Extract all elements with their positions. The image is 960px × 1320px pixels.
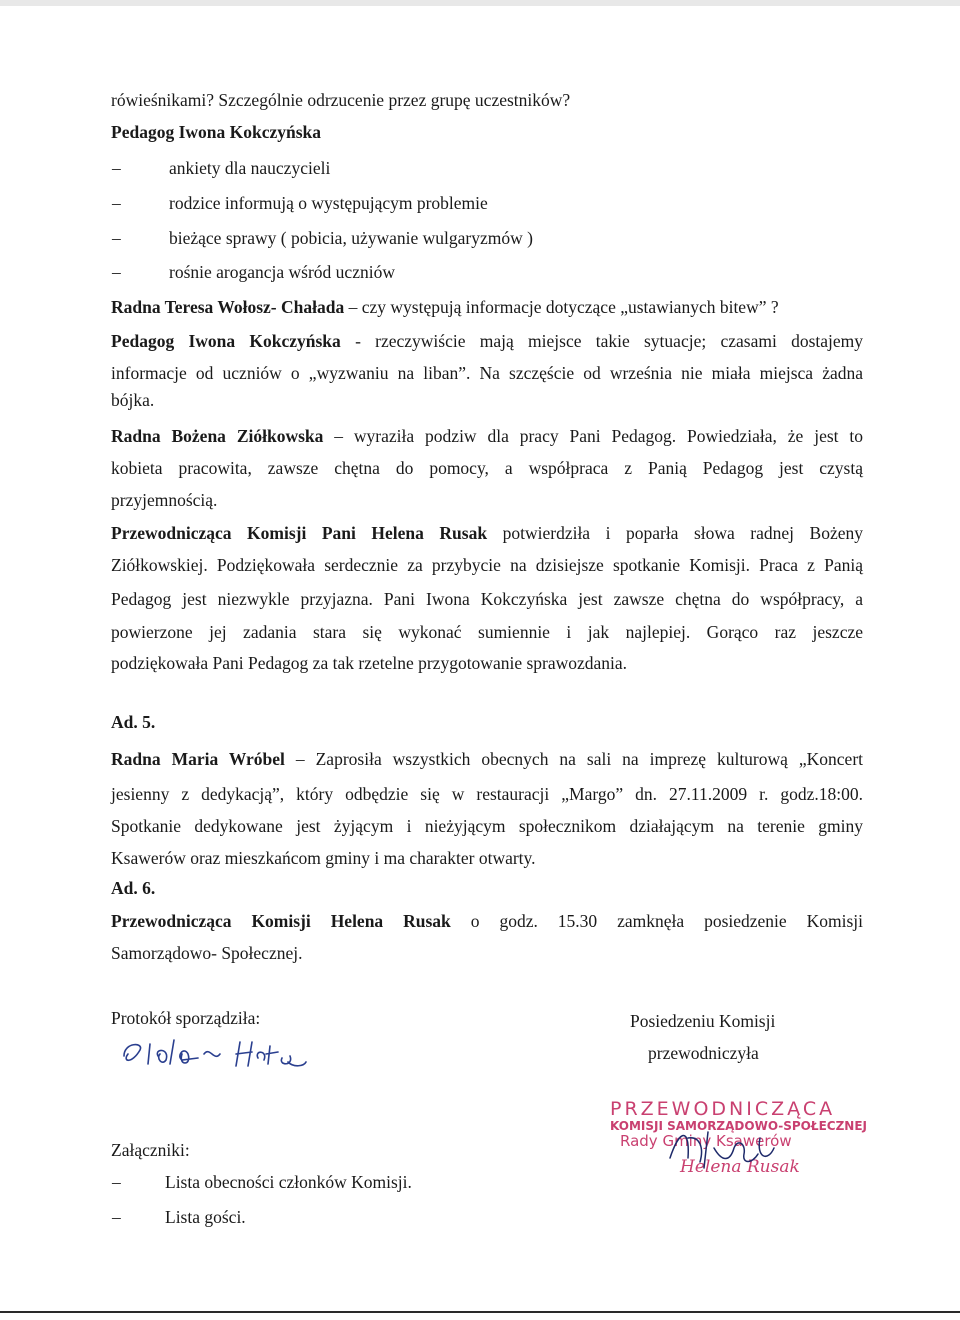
speaker-name: Radna Bożena Ziółkowska [111, 426, 324, 446]
chair-line: powierzone jej zadania stara się wykonać sumiennie i jak najlepiej. Gorąco raz jeszcze [111, 622, 863, 642]
chair-line [111, 525, 863, 543]
answer-line: bójka. [111, 390, 155, 410]
signature-scribble [118, 1036, 308, 1070]
statement-line [111, 428, 863, 446]
speaker-name: Przewodnicząca Komisji Helena Rusak [111, 911, 451, 931]
chair-signature [660, 1118, 780, 1178]
paragraph-text: – Zaprosiła wszystkich obecnych na sali na imprezę kulturową „Koncert [295, 749, 864, 769]
stamp-committee: KOMISJI SAMORZĄDOWO-SPOŁECZNEJ [610, 1119, 867, 1133]
stamp-council: Rady Gminy Ksawerów [620, 1132, 792, 1150]
answer-line: informacje od uczniów o „wyzwaniu na liban”. Na szczęście od września nie miała miejsca żadna [111, 363, 863, 383]
speaker-name: Radna Teresa Wołosz- Chałada [111, 297, 345, 317]
announcement-line: jesienny z dedykacją”, który odbędzie się w restauracji „Margo” dn. 27.11.2009 r. godz.18:00. [111, 784, 863, 804]
speaker-name: Pedagog Iwona Kokczyńska [111, 122, 322, 142]
scan-top-edge [0, 0, 960, 6]
section-heading: Ad. 6. [111, 878, 156, 898]
section-heading: Ad. 5. [111, 712, 156, 732]
chair-line: Ziółkowskiej. Podziękowała serdecznie za przybycie na dzisiejsze spotkanie Komisji. Praca z Panią [111, 555, 863, 575]
chair-label: przewodniczyła [648, 1043, 759, 1063]
bullet-dash: – [112, 1207, 121, 1227]
handwritten-signature [118, 1036, 308, 1075]
statement-line: kobieta pracowita, zawsze chętna do pomocy, a współpraca z Panią Pedagog jest czystą [111, 458, 863, 478]
announcement-line: Spotkanie dedykowane jest żyjącym i nieżyjącym społecznikom działającym na terenie gminy [111, 816, 863, 836]
bullet-item: rodzice informują o występującym problemie [169, 193, 488, 213]
bullet-item: bieżące sprawy ( pobicia, używanie wulgaryzmów ) [169, 228, 533, 248]
closing-line [111, 913, 863, 931]
answer-line [111, 333, 863, 351]
attachments-label: Załączniki: [111, 1140, 190, 1160]
bullet-item: ankiety dla nauczycieli [169, 158, 331, 178]
speaker-name: Przewodnicząca Komisji Pani Helena Rusak [111, 523, 488, 543]
official-stamp [600, 1096, 867, 1186]
speaker-name: Radna Maria Wróbel [111, 749, 285, 769]
bullet-dash: – [112, 262, 121, 282]
attachment-item: Lista gości. [165, 1207, 246, 1227]
speaker-name: Pedagog Iwona Kokczyńska [111, 331, 341, 351]
paragraph-text: – czy występują informacje dotyczące „ustawianych bitew” ? [348, 297, 779, 317]
bullet-item: rośnie arogancja wśród uczniów [169, 262, 395, 282]
protocol-label: Protokół sporządziła: [111, 1008, 261, 1028]
paragraph-text: potwierdziła i poparła słowa radnej Bożeny [502, 523, 864, 543]
bullet-dash: – [112, 158, 121, 178]
bullet-dash: – [112, 228, 121, 248]
attachment-item: Lista obecności członków Komisji. [165, 1172, 412, 1192]
paragraph-text: – wyraziła podziw dla pracy Pani Pedagog. Powiedziała, że jest to [334, 426, 864, 446]
statement-line: przyjemnością. [111, 490, 218, 510]
scan-bottom-rule [0, 1311, 960, 1313]
stamp-name: Helena Rusak [680, 1157, 800, 1177]
announcement-line [111, 751, 863, 769]
paragraph-text: - rzeczywiście mają miejsce takie sytuacje; czasami dostajemy [355, 331, 863, 351]
bullet-dash: – [112, 193, 121, 213]
bullet-dash: – [112, 1172, 121, 1192]
chair-line: Pedagog jest niezwykle przyjazna. Pani Iwona Kokczyńska jest zawsze chętna do współpracy, a [111, 589, 863, 609]
chair-label: Posiedzeniu Komisji [630, 1011, 776, 1031]
paragraph-text: o godz. 15.30 zamknęła posiedzenie Komisji [470, 911, 864, 931]
question-paragraph [111, 299, 779, 317]
closing-line: Samorządowo- Społecznej. [111, 943, 303, 963]
stamp-title: PRZEWODNICZĄCA [610, 1098, 836, 1120]
text-line: rówieśnikami? Szczególnie odrzucenie przez grupę uczestników? [111, 90, 571, 110]
chair-line: podziękowała Pani Pedagog za tak rzetelne przygotowanie sprawozdania. [111, 653, 628, 673]
announcement-line: Ksawerów oraz mieszkańcom gminy i ma charakter otwarty. [111, 848, 536, 868]
